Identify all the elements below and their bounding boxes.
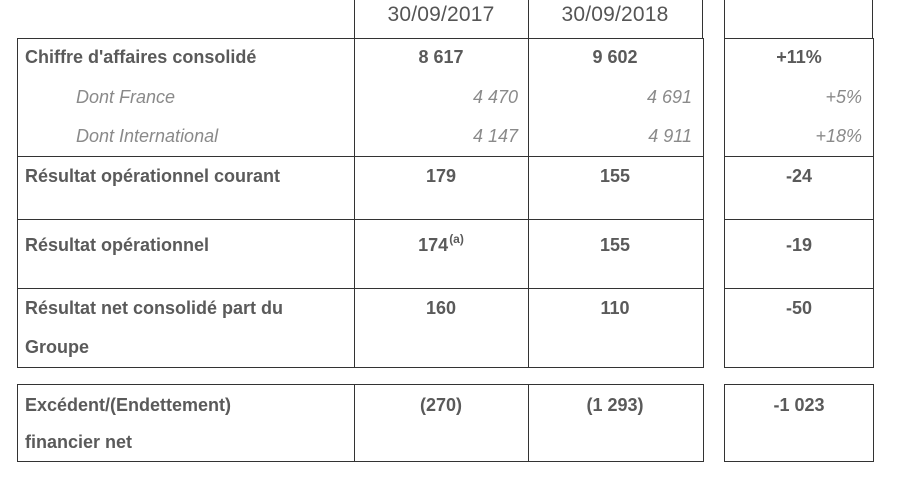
revenue-2018: 9 602 [592,47,638,67]
operating-income-2018: 155 [599,235,631,255]
row-label-net-income-line2: Groupe [25,337,90,357]
net-income-variation: -50 [785,298,812,318]
net-income-2018: 110 [600,298,630,318]
row-divider-3 [17,288,704,289]
header-var-right [872,0,873,38]
current-operating-income-variation: -24 [785,166,812,186]
row-label-net-debt-line2: financier net [25,432,133,452]
france-variation: +5% [825,87,862,107]
header-var-left [724,0,725,38]
international-variation: +18% [815,126,862,146]
row-label-net-debt-line1: Excédent/(Endettement) [25,395,232,415]
row-label-revenue: Chiffre d'affaires consolidé [25,47,257,67]
revenue-2017: 8 617 [418,47,464,67]
operating-income-2017-value: 174 [418,235,449,255]
current-operating-income-2018: 155 [599,166,631,186]
current-operating-income-2017: 179 [425,166,457,186]
row-divider-1-var [724,156,874,157]
column-header-2018: 30/09/2018 [561,3,669,26]
france-2018: 4 691 [646,87,692,107]
operating-income-variation: -19 [785,235,812,255]
footnote-marker: (a) [449,232,464,246]
france-2017: 4 470 [472,87,518,107]
international-2018: 4 911 [648,126,692,146]
row-divider-3-var [724,288,874,289]
row-divider-2 [17,219,704,220]
row-label-net-income-line1: Résultat net consolidé part du [25,298,284,318]
net-income-2017: 160 [425,298,457,318]
net-debt-2018: (1 293) [586,395,644,415]
row-label-france: Dont France [76,87,176,107]
revenue-variation: +11% [776,47,822,67]
row-label-operating-income: Résultat opérationnel [25,235,210,255]
net-debt-2017: (270) [419,395,463,415]
header-divider-right [702,0,703,38]
operating-income-2017 [354,232,528,255]
column-header-2017: 30/09/2017 [387,3,495,26]
row-label-international: Dont International [76,126,219,146]
row-label-current-operating-income: Résultat opérationnel courant [25,166,281,186]
international-2017: 4 147 [472,126,518,146]
net-debt-variation: -1 023 [773,395,825,415]
row-divider-1 [17,156,704,157]
row-divider-2-var [724,219,874,220]
